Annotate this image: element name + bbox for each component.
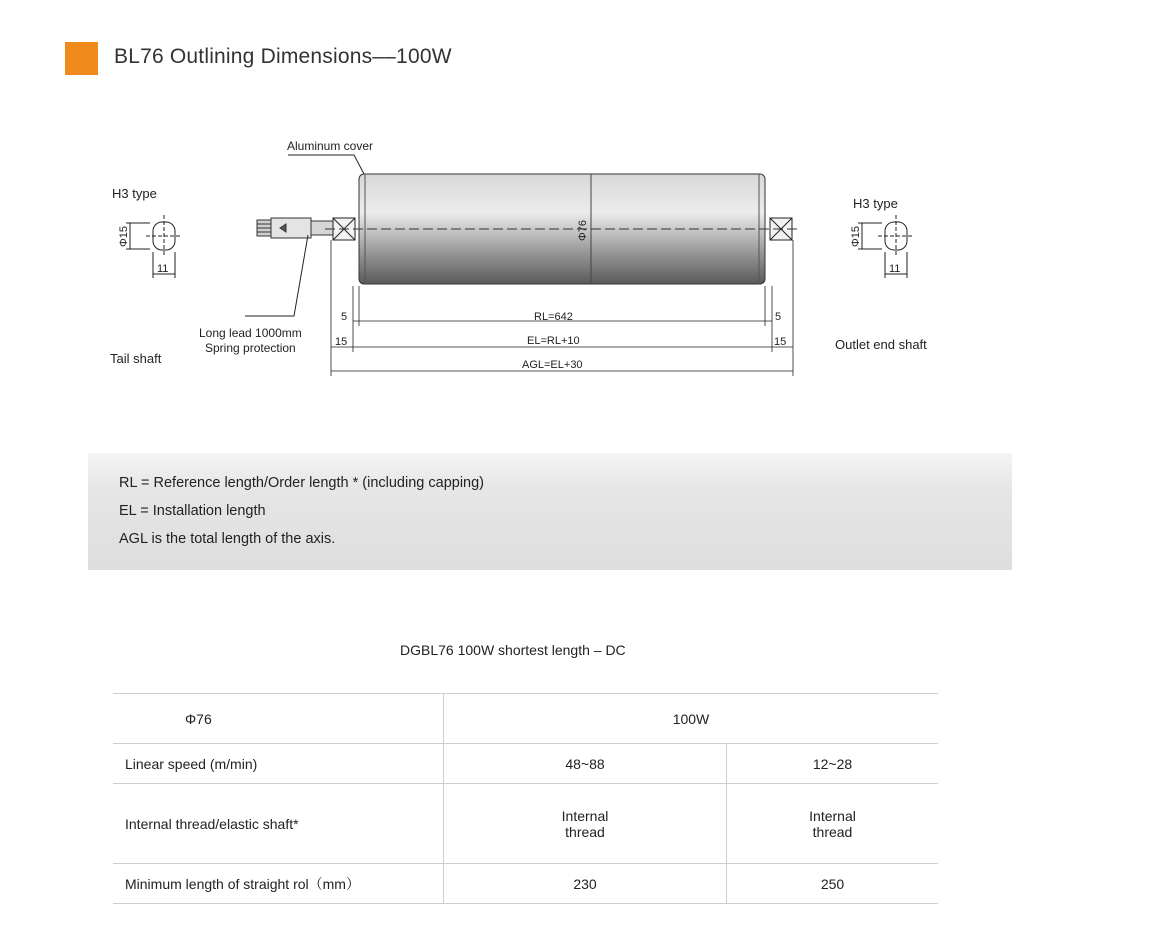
definition-rl: RL = Reference length/Order length * (including capping) <box>119 475 484 491</box>
left-phi15: Φ15 <box>118 225 130 247</box>
table-title: DGBL76 100W shortest length – DC <box>400 642 626 658</box>
cell-line: thread <box>565 823 605 840</box>
dim-5-left: 5 <box>341 311 348 323</box>
definitions-panel <box>88 453 1012 570</box>
cell-value: 230 <box>444 864 727 904</box>
definition-agl: AGL is the total length of the axis. <box>119 531 336 547</box>
cell-value <box>444 784 727 864</box>
row-label: Internal thread/elastic shaft* <box>113 784 444 864</box>
page-title: BL76 Outlining Dimensions––100W <box>114 45 452 68</box>
right-shaft-end-view <box>858 215 914 278</box>
spring-protection-label: Spring protection <box>205 341 296 355</box>
agl-dim: AGL=EL+30 <box>522 359 583 371</box>
cell-value <box>727 784 939 864</box>
header-power: 100W <box>444 694 939 744</box>
tail-shaft-label: Tail shaft <box>110 351 162 366</box>
row-label: Linear speed (m/min) <box>113 744 444 784</box>
long-lead-label: Long lead 1000mm <box>199 326 302 340</box>
dim-15-right: 15 <box>774 336 787 348</box>
dimension-drawing <box>0 0 1152 420</box>
cable-connector <box>257 218 333 238</box>
outlet-end-shaft-label: Outlet end shaft <box>835 337 927 352</box>
cell-value: 12~28 <box>727 744 939 784</box>
table-row <box>113 864 938 904</box>
row-label: Minimum length of straight rol（mm） <box>113 864 444 904</box>
right-phi15: Φ15 <box>850 225 862 247</box>
left-type-label: H3 type <box>112 186 157 201</box>
aluminum-cover-label: Aluminum cover <box>287 139 374 153</box>
right-type-label: H3 type <box>853 196 898 211</box>
cell-line: Internal <box>561 807 609 824</box>
left-dim-11: 11 <box>157 263 169 275</box>
cell-line: thread <box>812 823 853 840</box>
header-phi76: Φ76 <box>113 694 444 744</box>
table-row <box>113 784 938 864</box>
spec-table <box>113 693 938 904</box>
rl-dim: RL=642 <box>534 311 573 323</box>
right-dim-11: 11 <box>889 263 901 275</box>
dim-5-right: 5 <box>775 311 782 323</box>
table-header-row <box>113 694 938 744</box>
cell-value: 250 <box>727 864 939 904</box>
table-row <box>113 744 938 784</box>
cell-line: Internal <box>809 807 856 824</box>
definition-el: EL = Installation length <box>119 503 266 519</box>
phi76-label: Φ76 <box>577 219 589 241</box>
left-shaft-end-view <box>126 215 182 278</box>
cell-value: 48~88 <box>444 744 727 784</box>
el-dim: EL=RL+10 <box>527 335 580 347</box>
dim-15-left: 15 <box>335 336 348 348</box>
